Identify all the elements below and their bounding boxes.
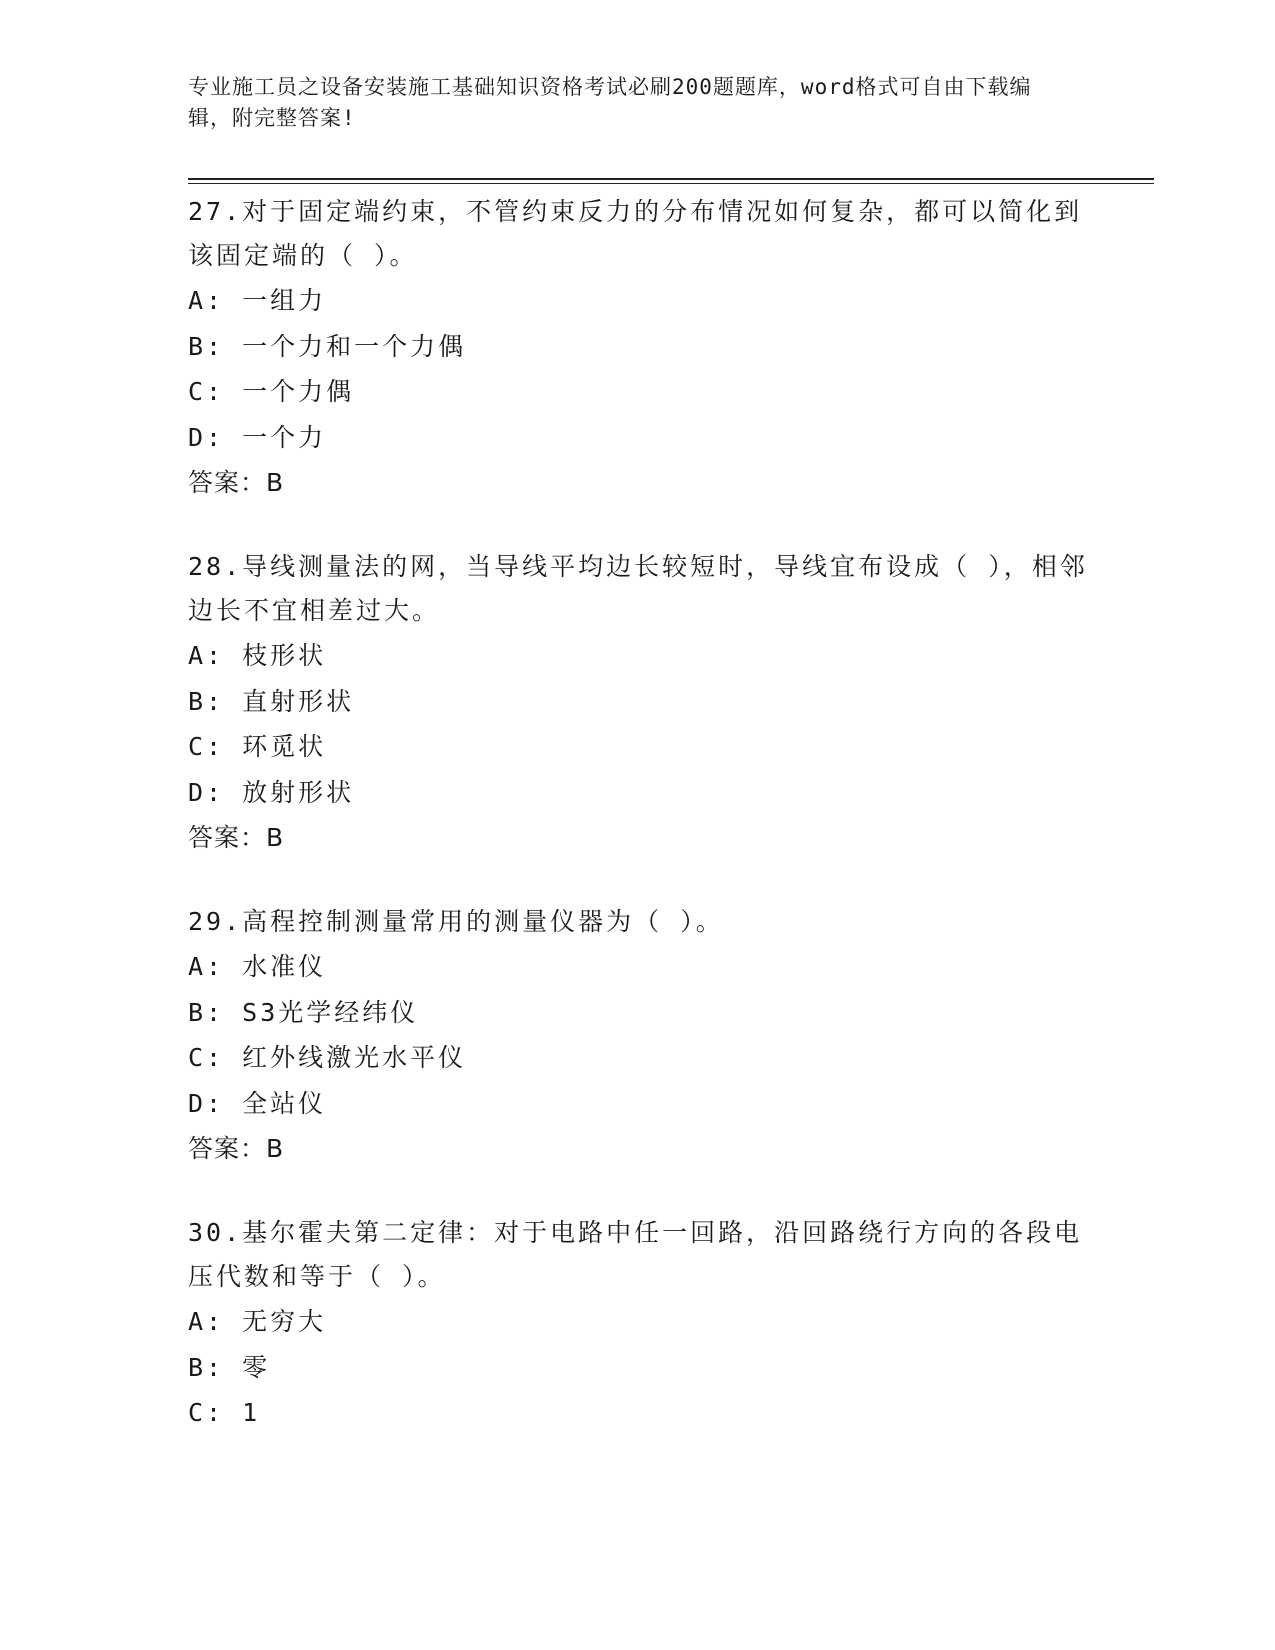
option-c: C: 环觅状 bbox=[188, 732, 327, 761]
option-b: B: 零 bbox=[188, 1352, 271, 1382]
option-b: B: 一个力和一个力偶 bbox=[188, 331, 467, 361]
option-b: B: S3光学经纬仪 bbox=[188, 997, 419, 1027]
option-a: A: 一组力 bbox=[188, 286, 327, 315]
option-a: A: 无穷大 bbox=[188, 1307, 327, 1336]
question-text: 28.导线测量法的网，当导线平均边长较短时，导线宜布设成（ ），相邻边长不宜相差过大。 bbox=[188, 552, 1088, 625]
option-c: C: 红外线激光水平仪 bbox=[188, 1043, 467, 1072]
option-a: A: 枝形状 bbox=[188, 641, 327, 670]
option-d: D: 全站仪 bbox=[188, 1088, 327, 1118]
question-text: 30.基尔霍夫第二定律：对于电路中任一回路，沿回路绕行方向的各段电压代数和等于（ ）。 bbox=[188, 1218, 1083, 1291]
document-header: 专业施工员之设备安装施工基础知识资格考试必刷200题题库，word格式可自由下载编辑，附完整答案! bbox=[188, 75, 1032, 130]
option-d: D: 放射形状 bbox=[188, 777, 355, 807]
question-27 bbox=[188, 190, 1088, 505]
question-30 bbox=[188, 1211, 1088, 1436]
question-text: 29.高程控制测量常用的测量仪器为（ ）。 bbox=[188, 907, 724, 936]
option-c: C: 一个力偶 bbox=[188, 377, 355, 406]
question-list bbox=[188, 190, 1088, 1476]
option-b: B: 直射形状 bbox=[188, 686, 355, 716]
option-a: A: 水准仪 bbox=[188, 952, 327, 981]
question-28 bbox=[188, 545, 1088, 860]
question-text: 27.对于固定端约束，不管约束反力的分布情况如何复杂，都可以简化到该固定端的（ ）。 bbox=[188, 197, 1083, 270]
question-29 bbox=[188, 900, 1088, 1171]
option-c: C: 1 bbox=[188, 1398, 261, 1427]
header-divider-thick bbox=[188, 178, 1154, 180]
option-d: D: 一个力 bbox=[188, 422, 327, 452]
answer-label: 答案：B bbox=[188, 1134, 285, 1163]
answer-label: 答案：B bbox=[188, 823, 285, 852]
answer-label: 答案：B bbox=[188, 468, 285, 497]
header-divider-thin bbox=[188, 183, 1154, 184]
